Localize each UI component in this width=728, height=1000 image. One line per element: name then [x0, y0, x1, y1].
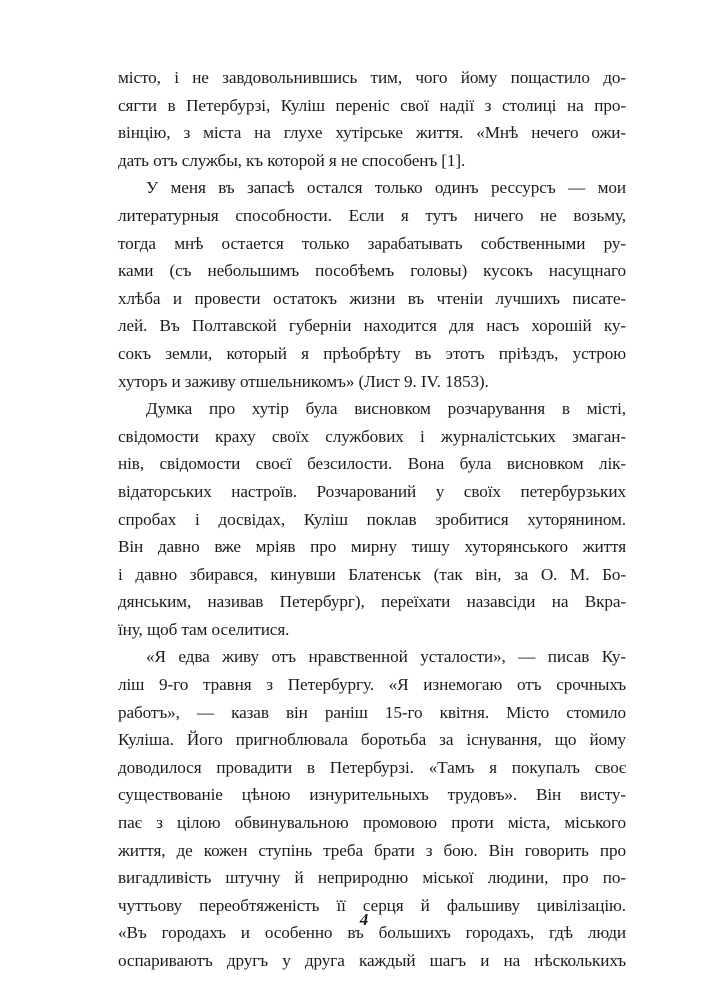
- text-line: Думка про хутір була висновком розчарування в місті,: [146, 399, 626, 419]
- text-line: дать отъ службы, къ которой я не способенъ [1].: [118, 150, 466, 170]
- text-line: литературныя способности. Если я тутъ ничего не возьму,: [118, 205, 626, 225]
- text-line: життя, де кожен ступінь треба брати з бою. Він говорить про: [118, 840, 626, 860]
- text-line: работъ», — казав він раніш 15-го квітня. Місто стомило: [118, 702, 626, 722]
- text-line: Він давно вже мріяв про мирну тишу хуторянського життя: [118, 537, 626, 557]
- text-line: сокъ земли, который я прѣобрѣту въ этотъ пріѣздъ, устрою: [118, 343, 626, 363]
- page-body: [118, 64, 626, 975]
- text-line: їну, щоб там оселитися.: [118, 619, 290, 639]
- text-line: відаторських настроїв. Розчарований у своїх петербурзьких: [118, 481, 626, 501]
- text-line: свідомости краху своїх службових і журналістських змаган-: [118, 426, 626, 446]
- text-line: спробах і досвідах, Куліш поклав зробитися хуторянином.: [118, 509, 626, 529]
- text-line: оспариваютъ другъ у друга каждый шагъ и на нѣсколькихъ: [118, 951, 626, 970]
- text-line: чуттьову переобтяженість її серця й фальшиву цивілізацію.: [118, 895, 626, 915]
- text-line: ками (съ небольшимъ пособѣемъ головы) кусокъ насущнаго: [118, 261, 626, 281]
- text-line: «Въ городахъ и особенно въ большихъ городахъ, гдѣ люди: [118, 923, 626, 943]
- text-line: существованіе цѣною изнурительныхъ трудовъ». Він висту-: [118, 785, 626, 805]
- text-line: вінцію, з міста на глухе хутірське життя. «Мнѣ нечего ожи-: [118, 123, 626, 143]
- text-line: і давно збирався, кинувши Блатенськ (так він, за О. М. Бо-: [118, 564, 626, 584]
- text-line: вигадливість штучну й неприродню міської людини, про по-: [118, 868, 626, 888]
- text-line: місто, і не завдовольнившись тим, чого йому пощастило до-: [118, 68, 626, 87]
- text-line: тогда мнѣ остается только зарабатывать собственными ру-: [118, 233, 626, 253]
- text-line: доводилося провадити в Петербурзі. «Тамъ я покупалъ своє: [118, 757, 626, 777]
- text-line: «Я едва живу отъ нравственной усталости», — писав Ку-: [146, 647, 626, 667]
- text-block: [118, 64, 626, 975]
- text-line: нів, свідомости своєї безсилости. Вона була висновком лік-: [118, 454, 626, 474]
- text-line: пає з цілою обвинувальною промовою проти міста, міського: [118, 813, 626, 833]
- text-line: дянським, називав Петербург), переїхати назавсіди на Вкра-: [118, 592, 626, 612]
- text-line: У меня въ запасѣ остался только одинъ рессурсъ — мои: [146, 178, 626, 198]
- text-line: хуторъ и заживу отшельникомъ» (Лист 9. IV. 1853).: [118, 371, 489, 391]
- text-line: сягти в Петербурзі, Куліш переніс свої надії з столиці на про-: [118, 95, 626, 115]
- text-line: лей. Въ Полтавской губерніи находится для насъ хорошій ку-: [118, 316, 626, 336]
- text-line: ліш 9-го травня з Петербургу. «Я изнемогаю отъ срочныхъ: [118, 675, 626, 695]
- text-line: Куліша. Його пригноблювала боротьба за існування, що йому: [118, 730, 626, 750]
- text-line: хлѣба и провести остатокъ жизни въ чтеніи лучшихъ писате-: [118, 288, 626, 308]
- page-number: 4: [359, 910, 369, 929]
